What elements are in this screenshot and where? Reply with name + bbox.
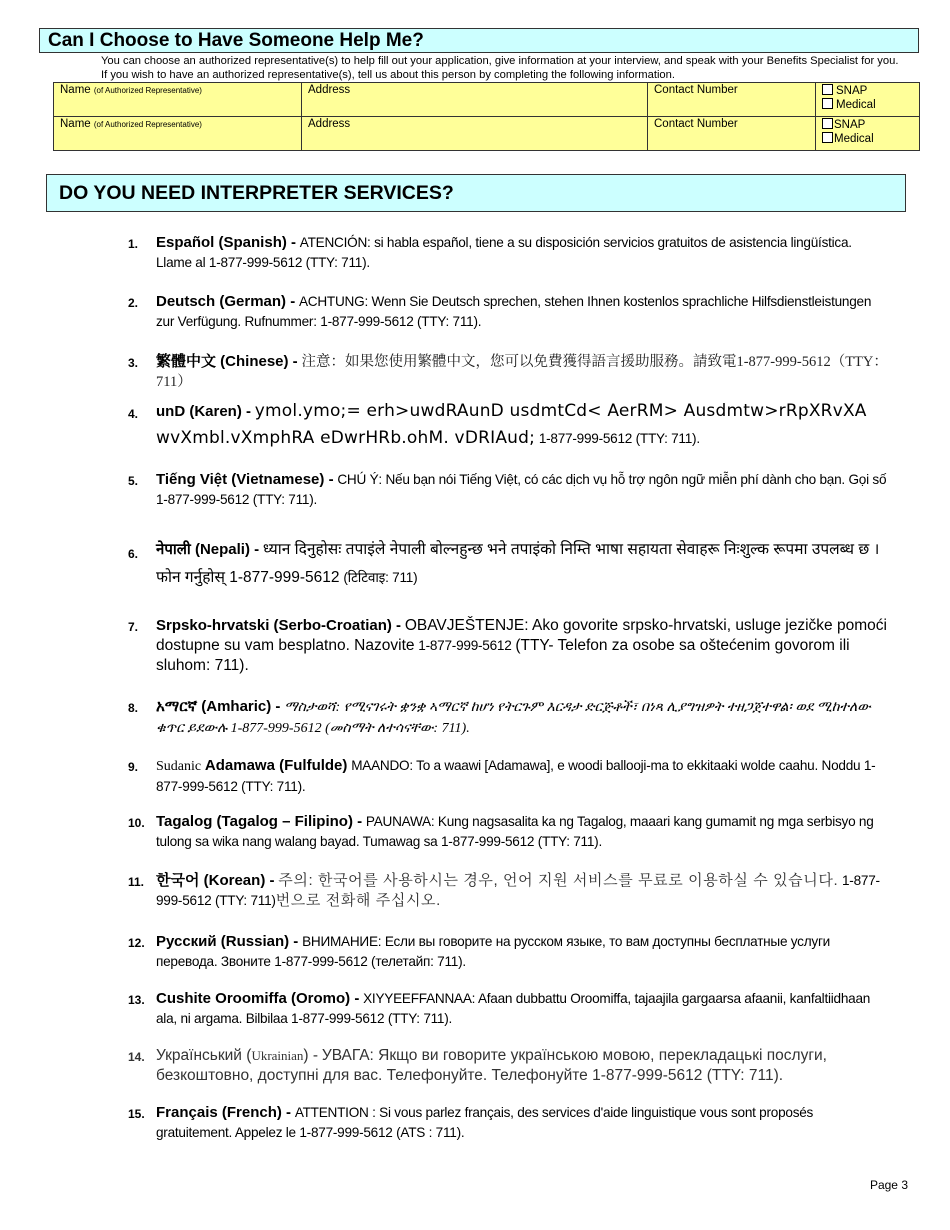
interpreter-item-oromo: 13. Cushite Oroomiffa (Oromo) - XIYYEEFFANNAA: Afaan dubbattu Oroomiffa, tajaajila gargaarsa afaanii, kanfaltiidhaan ala, ni argama. Bilbilaa 1-877-999-5612 (TTY: 711). xyxy=(128,990,871,1026)
rep-row-2 xyxy=(54,117,920,151)
interpreter-item-chinese: 3. 繁體中文 (Chinese) - 注意：如果您使用繁體中文，您可以免費獲得語言援助服務。請致電1-877-999-5612（TTY：711） xyxy=(128,353,888,390)
interpreter-item-fulfulde: 9. Sudanic Adamawa (Fulfulde) MAANDO: To a waawi [Adamawa], e woodi ballooji-ma to ekkitaaki wolde caahu. Noddu 1-877-999-5612 (TTY: 711). xyxy=(128,757,876,794)
interpreter-item-korean: 11. 한국어 (Korean) - 주의: 한국어를 사용하시는 경우, 언어 지원 서비스를 무료로 이용하실 수 있습니다. 1-877-999-5612 (TTY: 711)번으로 전화해 주십시오. xyxy=(128,872,880,909)
interpreter-item-spanish: 1. Español (Spanish) - ATENCIÓN: si habla español, tiene a su disposición servicios gratuitos de asistencia lingüística. Llame al 1-877-999-5612 (TTY: 711). xyxy=(128,234,852,270)
interpreter-item-french: 15. Français (French) - ATTENTION : Si vous parlez français, des services d'aide linguistique vous sont proposés gratuitement. Appelez le 1-877-999-5612 (ATS : 711). xyxy=(128,1104,814,1140)
rep-contact-cell[interactable]: Contact Number xyxy=(648,83,816,117)
snap-checkbox[interactable] xyxy=(822,118,833,129)
authorized-rep-heading: Can I Choose to Have Someone Help Me? xyxy=(39,28,919,53)
rep-program-cell: SNAP Medical xyxy=(816,83,920,117)
interpreter-heading: DO YOU NEED INTERPRETER SERVICES? xyxy=(46,174,906,212)
rep-address-cell[interactable]: Address xyxy=(302,83,648,117)
interpreter-item-vietnamese: 5. Tiếng Việt (Vietnamese) - CHÚ Ý: Nếu bạn nói Tiếng Việt, có các dịch vụ hỗ trợ ngôn ngữ miễn phí dành cho bạn. Gọi số 1-877-999-5612 (TTY: 711). xyxy=(128,471,887,507)
rep-row-1 xyxy=(54,83,920,117)
medical-checkbox[interactable] xyxy=(822,98,833,109)
interpreter-item-ukrainian: 14. Український (Ukrainian) - УВАГА: Якщо ви говорите українською мовою, перекладацькі послуги, безкоштовно, доступні для вас. Телефонуйте. Телефонуйте 1-877-999-5612 (TTY: 711). xyxy=(128,1047,827,1084)
medical-checkbox[interactable] xyxy=(822,132,833,143)
interpreter-item-russian: 12. Русский (Russian) - ВНИМАНИЕ: Если вы говорите на русском языке, то вам доступны бесплатные услуги перевода. Звоните 1-877-999-5612 (телетайп: 711). xyxy=(128,933,831,969)
rep-name-cell[interactable]: Name (of Authorized Representative) xyxy=(54,117,302,151)
interpreter-item-german: 2. Deutsch (German) - ACHTUNG: Wenn Sie Deutsch sprechen, stehen Ihnen kostenlos sprachliche Hilfsdienstleistungen zur Verfügung. Rufnummer: 1-877-999-5612 (TTY: 711). xyxy=(128,293,872,329)
rep-address-cell[interactable]: Address xyxy=(302,117,648,151)
interpreter-item-karen: 4. unD (Karen) - ymol.ymo;= erh>uwdRAunD usdmtCd< AerRM> Ausdmtw>rRpXRvXA wvXmbl.vXmphRA eDwrHRb.ohM. vDRIAud; 1-877-999-5612 (TTY: 711). xyxy=(128,401,867,448)
rep-name-cell[interactable]: Name (of Authorized Representative) xyxy=(54,83,302,117)
authorized-rep-intro: You can choose an authorized representative(s) to help fill out your application, give information at your interview, and speak with your Benefits Specialist for you. If you wish to have an authorized representative(s), tell us about this person by completing the following information. xyxy=(101,55,899,81)
snap-checkbox[interactable] xyxy=(822,84,833,95)
page-number: Page 3 xyxy=(869,1178,908,1192)
interpreter-item-serbo-croatian: 7. Srpsko-hrvatski (Serbo-Croatian) - OBAVJEŠTENJE: Ako govorite srpsko-hrvatski, usluge jezičke pomoći dostupne su vam besplatno. Nazovite 1-877-999-5612 (TTY- Telefon za osobe sa oštećenim govorom ili sluhom: 711). xyxy=(128,617,887,674)
interpreter-item-nepali: 6. नेपाली (Nepali) - ध्यान दिनुहोसः तपाइंले नेपाली बोल्नहुन्छ भने तपाइंको निम्ति भाषा सहायता सेवाहरू निःशुल्क रूपमा उपलब्ध छ । फोन गर्नुहोस् 1-877-999-5612 (टिटिवाइ: 711) xyxy=(128,541,880,586)
rep-program-cell: SNAP Medical xyxy=(816,117,920,151)
rep-contact-cell[interactable]: Contact Number xyxy=(648,117,816,151)
interpreter-item-tagalog: 10. Tagalog (Tagalog – Filipino) - PAUNAWA: Kung nagsasalita ka ng Tagalog, maaari kang gumamit ng mga serbisyo ng tulong sa wika nang walang bayad. Tumawag sa 1-877-999-5612 (TTY: 711). xyxy=(128,813,874,849)
interpreter-item-amharic: 8. አማርኛ (Amharic) - ማስታወሻ: የሚናገሩት ቋንቋ ኣማርኛ ከሆነ የትርጉም እርዳታ ድርጅቶች፣ በነጻ ሊያግዝዎት ተዘጋጀተዋል፡ ወደ ሚከተለው ቁጥር ይደውሉ 1-877-999-5612 (መስማት ለተሳናቸው: 711). xyxy=(128,698,871,736)
authorized-rep-table xyxy=(53,82,920,151)
